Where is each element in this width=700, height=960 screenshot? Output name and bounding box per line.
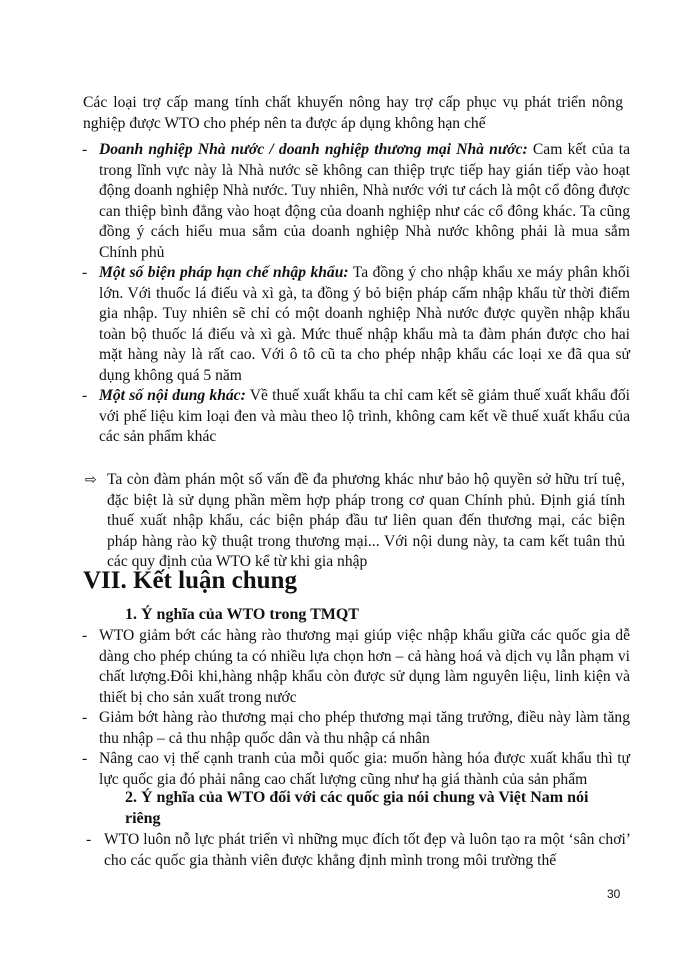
list-item: [82, 386, 630, 448]
dash-bullet: -: [82, 709, 88, 726]
list-item: [82, 626, 630, 708]
vietnam-list: [86, 830, 631, 871]
item-text: Giảm bớt hàng rào thương mại cho phép thương mại tăng trưởng, điều này làm tăng thu nhập – cả thu nhập quốc dân và thu nhập cá nhân: [99, 709, 630, 747]
dash-bullet: -: [82, 264, 88, 281]
significance-list: [82, 626, 630, 790]
dash-bullet: -: [86, 831, 92, 848]
page-number: 30: [607, 887, 621, 901]
item-body: Cam kết của ta trong lĩnh vực này là Nhà nước sẽ không can thiệp trực tiếp hay gián tiếp vào hoạt động doanh nghiệp Nhà nước. Tuy nhiên, Nhà nước với tư cách là một cổ đông được can thiệp bình đẳng vào hoạt động của doanh nghiệp như các cổ đông khác. Ta cũng đồng ý cách hiểu mua sắm của doanh nghiệp Nhà nước không phải là mua sắm Chính phủ: [99, 141, 630, 261]
list-item: [86, 830, 631, 871]
item-body: Ta đồng ý cho nhập khẩu xe máy phân khối lớn. Với thuốc lá điếu và xì gà, ta đồng ý bỏ biện pháp cấm nhập khẩu từ thời điểm gia nhập. Tuy nhiên sẽ chỉ có một doanh nghiệp Nhà nước được quyền nhập khẩu toàn bộ thuốc lá điếu và xì gà. Mức thuế nhập khẩu mà ta đàm phán được cho hai mặt hàng này là rất cao. Với ô tô cũ ta cho phép nhập khẩu các loại xe đã qua sử dụng không quá 5 năm: [99, 264, 630, 384]
arrow-paragraph-text: Ta còn đàm phán một số vấn đề đa phương khác như bảo hộ quyền sở hữu trí tuệ, đặc biệt là sử dụng phần mềm hợp pháp trong cơ quan Chính phủ. Định giá tính thuế xuất nhập khẩu, các biện pháp đầu tư liên quan đến thương mại, các biện pháp hàng rào kỹ thuật trong thương mại... Với nội dung này, ta cam kết tuân thủ các quy định của WTO kể từ khi gia nhập: [107, 471, 625, 570]
dash-bullet: -: [82, 141, 88, 158]
item-title: Một số nội dung khác:: [99, 387, 246, 404]
item-text: WTO luôn nỗ lực phát triển vì những mục đích tốt đẹp và luôn tạo ra một ‘sân chơi’ cho các quốc gia thành viên được khẳng định mình trong môi trường thế: [104, 831, 631, 869]
commitments-list: [82, 140, 630, 448]
dash-bullet: -: [82, 627, 88, 644]
item-text: Nâng cao vị thế cạnh tranh của mỗi quốc gia: muốn hàng hóa được xuất khẩu thì tự lực quốc gia đó phải nâng cao chất lượng cũng như hạ giá thành của sản phẩm: [99, 750, 630, 788]
list-item: [82, 263, 630, 386]
dash-bullet: -: [82, 387, 88, 404]
dash-bullet: -: [82, 750, 88, 767]
item-title: Một số biện pháp hạn chế nhập khẩu:: [99, 264, 349, 281]
list-item: [82, 749, 630, 790]
item-title: Doanh nghiệp Nhà nước / doanh nghiệp thương mại Nhà nước:: [99, 141, 528, 158]
subheading-2: 2. Ý nghĩa của WTO đối với các quốc gia nói chung và Việt Nam nói riêng: [125, 789, 589, 827]
section-heading: VII. Kết luận chung: [83, 567, 297, 594]
item-text: WTO giảm bớt các hàng rào thương mại giúp việc nhập khẩu giữa các quốc gia dễ dàng cho phép chúng ta có nhiều lựa chọn hơn – cả hàng hoá và dịch vụ lẫn phạm vi chất lượng.Đôi khi,hàng nhập khẩu còn được sử dụng làm nguyên liệu, linh kiện và thiết bị cho sản xuất trong nước: [99, 627, 630, 706]
intro-paragraph: Các loại trợ cấp mang tính chất khuyến nông hay trợ cấp phục vụ phát triển nông nghiệp được WTO cho phép nên ta được áp dụng không hạn chế: [83, 94, 623, 132]
arrow-right-outline-icon: ⇨: [85, 472, 97, 488]
subheading-1: 1. Ý nghĩa của WTO trong TMQT: [125, 606, 359, 623]
item-body: Về thuế xuất khẩu ta chỉ cam kết sẽ giảm thuế xuất khẩu đối với phế liệu kim loại đen và màu theo lộ trình, không cam kết về thuế xuất khẩu của các sản phẩm khác: [99, 387, 630, 445]
list-item: [82, 708, 630, 749]
list-item: [82, 140, 630, 263]
arrow-paragraph: [85, 470, 625, 573]
